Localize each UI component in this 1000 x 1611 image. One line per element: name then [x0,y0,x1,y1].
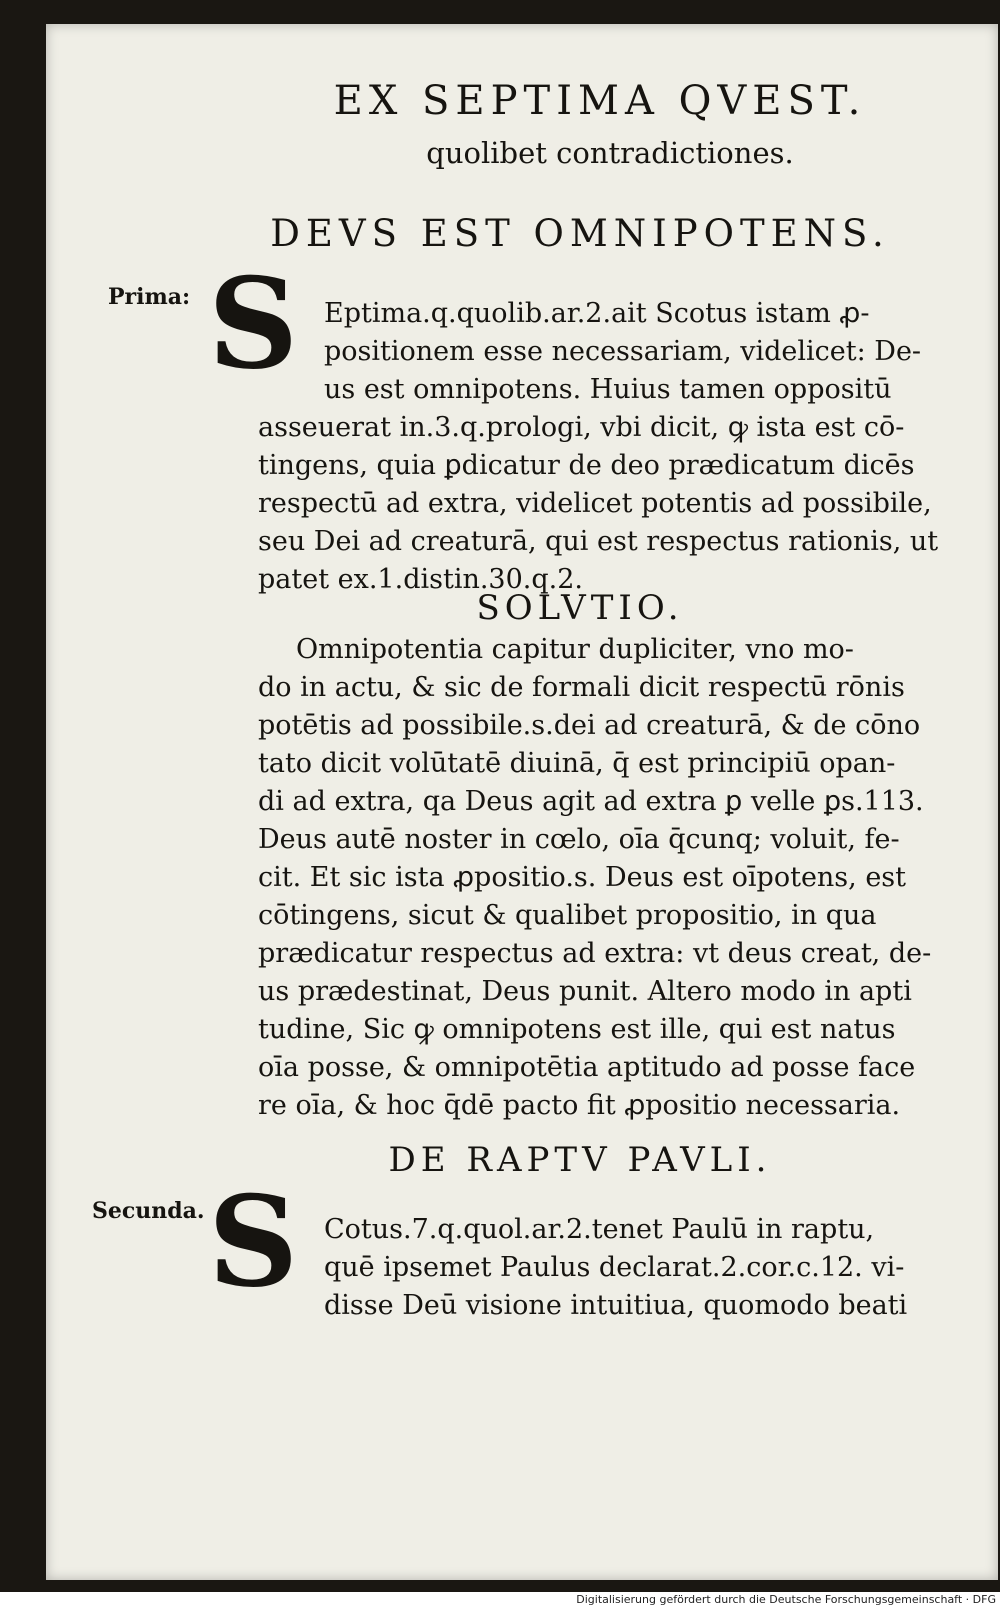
running-subtitle: quolibet contradictiones. [426,136,794,170]
text-line: disse Deū visione intuitiua, quomodo beati [324,1290,908,1321]
text-line: tudine, Sic ꝙ omnipotens est ille, qui est natus [258,1014,896,1045]
text-line: tingens, quia ꝑdicatur de deo prædicatum dicēs [258,450,915,481]
drop-cap: S [208,1169,299,1315]
running-title: EX SEPTIMA QVEST. [333,78,867,124]
text-line: Eptima.q.quolib.ar.2.ait Scotus istam ꝓ- [324,298,870,329]
text-line: Cotus.7.q.quol.ar.2.tenet Paulū in raptu, [324,1214,875,1245]
text-line: Deus autē noster in cœlo, oīa q̄cunq; voluit, fe- [258,824,900,855]
text-line: us est omnipotens. Huius tamen oppositū [324,374,892,405]
text-line: prædicatur respectus ad extra: vt deus creat, de- [258,938,932,969]
section-heading-omnipotens: DEVS EST OMNIPOTENS. [270,212,890,255]
text-line: quē ipsemet Paulus declarat.2.cor.c.12. vi- [324,1252,905,1283]
text-line: di ad extra, qa Deus agit ad extra ꝑ velle ꝑs.113. [258,786,924,817]
raptu-pauli-heading: DE RAPTV PAVLI. [388,1140,772,1180]
margin-note-prima: Prima: [108,284,191,310]
text-line: oīa posse, & omnipotētia aptitudo ad posse face [258,1052,916,1083]
text-line: seu Dei ad creaturā, qui est respectus rationis, ut [258,526,939,557]
text-line: re oīa, & hoc q̄dē pacto fit ꝓpositio necessaria. [258,1090,901,1121]
margin-note-secunda: Secunda. [92,1198,205,1224]
digitization-credit: Digitalisierung gefördert durch die Deutsche Forschungsgemeinschaft · DFG [576,1593,996,1606]
text-line: positionem esse necessariam, videlicet: De- [324,336,922,367]
drop-cap: S [208,251,299,397]
text-line: cōtingens, sicut & qualibet propositio, in qua [258,900,877,931]
text-line: cit. Et sic ista ꝓpositio.s. Deus est oīpotens, est [258,862,907,893]
text-line: Omnipotentia capitur dupliciter, vno mo- [296,634,854,665]
text-line: asseuerat in.3.q.prologi, vbi dicit, ꝙ ista est cō- [258,412,905,443]
text-line: potētis ad possibile.s.dei ad creaturā, & de cōno [258,710,921,741]
text-line: respectū ad extra, videlicet potentis ad possibile, [258,488,932,519]
solutio-heading: SOLVTIO. [476,588,684,628]
text-line: patet ex.1.distin.30.q.2. [258,564,583,595]
text-line: tato dicit volūtatē diuinā, q̄ est principiū opan- [258,748,896,779]
text-line: us prædestinat, Deus punit. Altero modo in apti [258,976,912,1007]
text-line: do in actu, & sic de formali dicit respectū rōnis [258,672,905,703]
